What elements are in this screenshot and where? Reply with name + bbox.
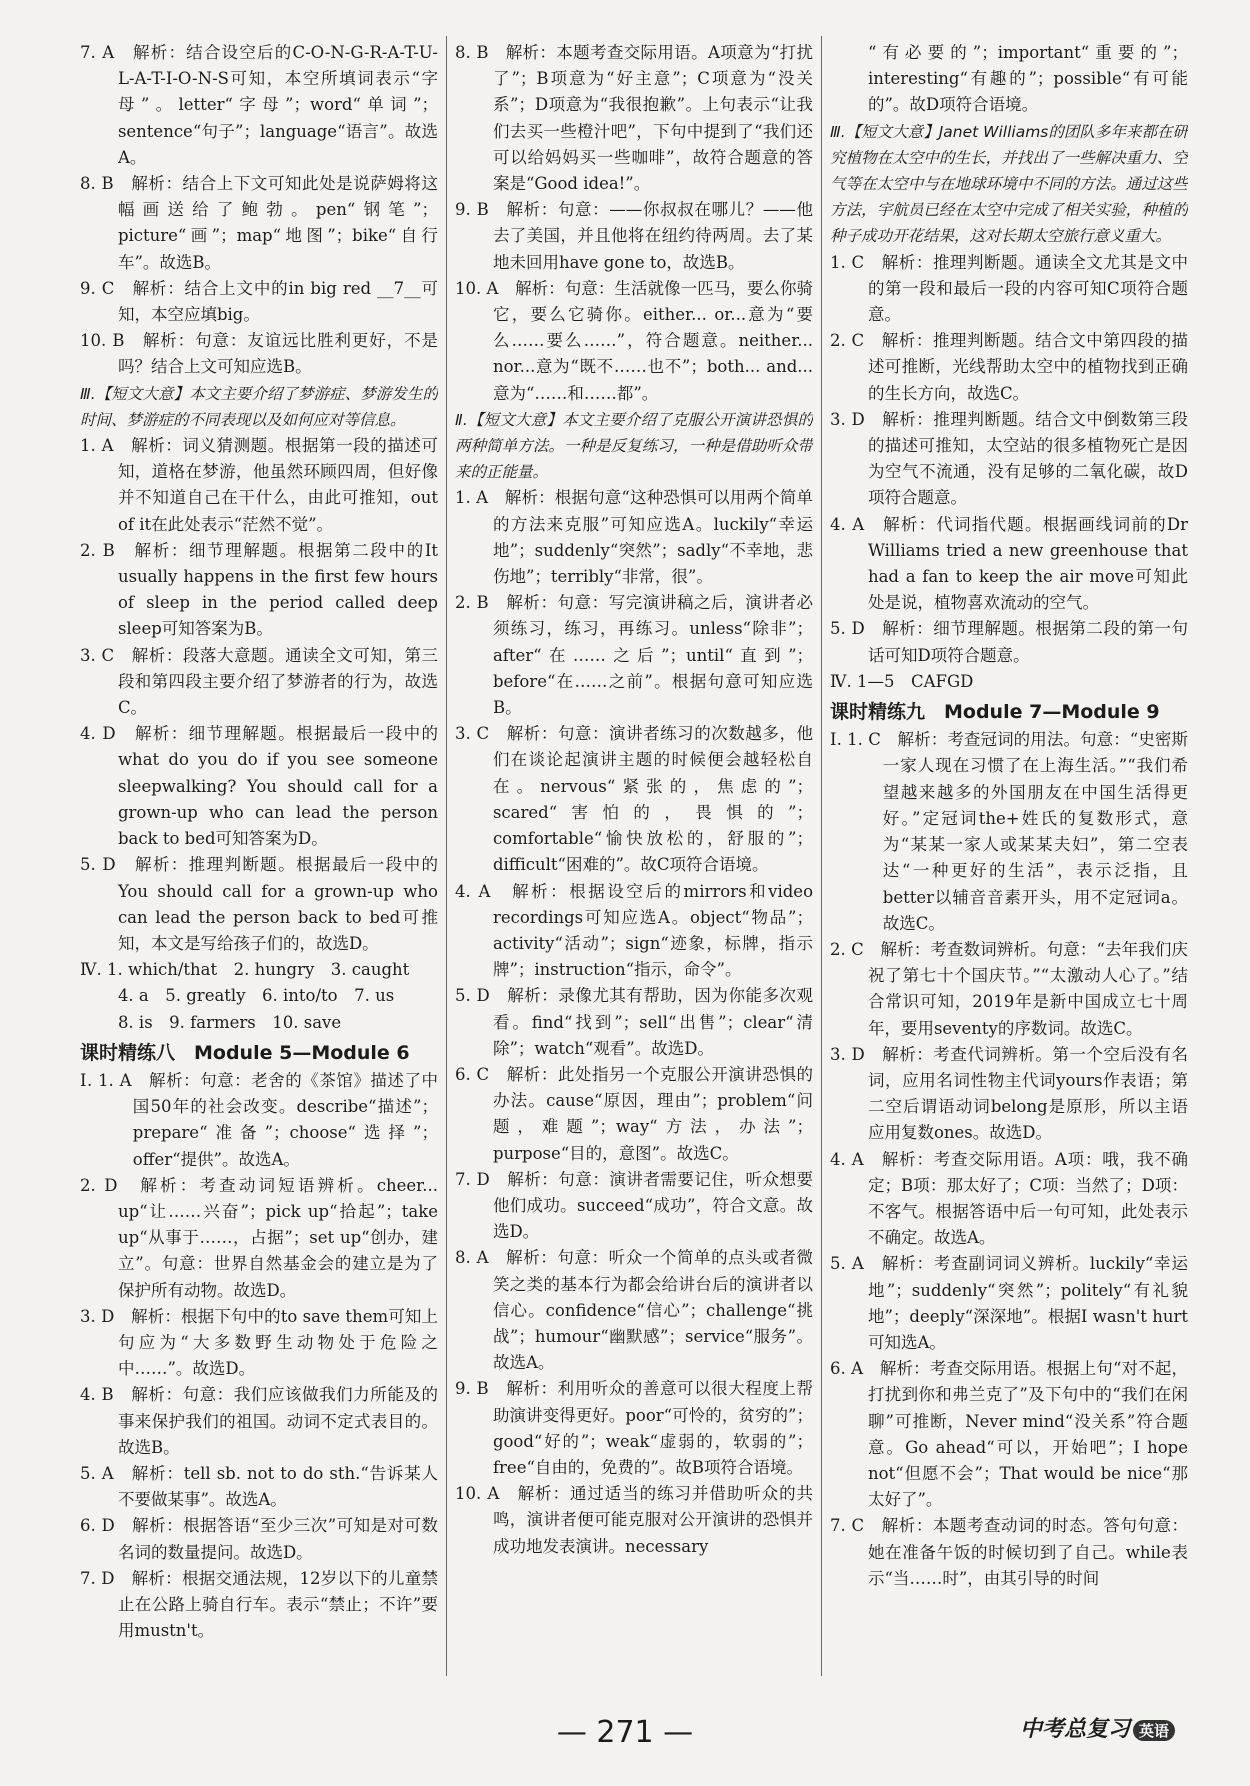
passage-summary: Ⅲ.【短文大意】Janet Williams的团队多年来都在研究植物在太空中的生长，并找出了一些解决重力、空气等在太空中与在地球环境中不同的方法。通过这些方法，宇航员已经在太空中完成了相关实验，种植的种子成功开花结果，这对长期太空旅行意义重大。 xyxy=(830,122,1188,246)
answer-item: 9. B 解析：利用听众的善意可以很大程度上帮助演讲变得更好。poor“可怜的，贫穷的”；good“好的”；weak“虚弱的，软弱的”；free“自由的，免费的”。故B项符合语境。 xyxy=(455,1379,813,1477)
answer-continuation: “有必要的”；important“重要的”；interesting“有趣的”；possible“有可能的”。故D项符合语境。 xyxy=(867,43,1188,115)
answer-item: 7. D 解析：根据交通法规，12岁以下的儿童禁止在公路上骑自行车。表示“禁止；不许”要用mustn't。 xyxy=(80,1568,438,1641)
answer-item: 8. B 解析：结合上下文可知此处是说萨姆将这幅画送给了鲍勃。pen“钢笔”；picture“画”；map“地图”；bike“自行车”。故选B。 xyxy=(80,174,438,272)
answer-item: 3. D 解析：推理判断题。结合文中倒数第三段的描述可推知，太空站的很多植物死亡是因为空气不流通，没有足够的二氧化碳，故D项符合题意。 xyxy=(830,409,1188,508)
answer-item: 6. C 解析：此处指另一个克服公开演讲恐惧的办法。cause“原因，理由”；problem“问题，难题”；way“方法，办法”；purpose“目的，意图”。故选C。 xyxy=(455,1064,813,1163)
column-divider xyxy=(821,36,822,1676)
passage-summary: Ⅱ.【短文大意】本文主要介绍了克服公开演讲恐惧的两种简单方法。一种是反复练习，一种是借助听众带来的正能量。 xyxy=(455,410,813,482)
answer-item: 5. A 解析：tell sb. not to do sth.“告诉某人不要做某事”。故选A。 xyxy=(80,1463,438,1510)
answer-item: 1. A 解析：词义猜测题。根据第一段的描述可知，道格在梦游，他虽然环顾四周，但好像并不知道自己在干什么，由此可推知，out of it在此处表示“茫然不觉”。 xyxy=(80,436,438,534)
answer-item: 4. B 解析：句意：我们应该做我们力所能及的事来保护我们的祖国。动词不定式表目的。故选B。 xyxy=(80,1385,438,1457)
answer-line: Ⅳ. 1. which/that 2. hungry 3. caught xyxy=(80,960,410,980)
answer-item: Ⅰ. 1. C 解析：考查冠词的用法。句意：“史密斯一家人现在习惯了在上海生活。”“我们希望越来越多的外国朋友在中国生活得更好。”定冠词the+姓氏的复数形式，意为“某某一家人或某某夫妇”，第二空表达“一种更好的生活”，表示泛指，且better以辅音音素开头，用不定冠词a。故选C。 xyxy=(830,730,1188,933)
answer-item: 8. A 解析：句意：听众一个简单的点头或者微笑之类的基本行为都会给讲台后的演讲者以信心。confidence“信心”；challenge“挑战”；humour“幽默感”；service“服务”。故选A。 xyxy=(455,1248,813,1373)
answer-item: Ⅰ. 1. A 解析：句意：老舍的《茶馆》描述了中国50年的社会改变。describe“描述”；prepare“准备”；choose“选择”；offer“提供”。故选A。 xyxy=(80,1070,438,1169)
answer-item: 4. A 解析：根据设空后的mirrors和video recordings可知应选A。object“物品”；activity“活动”；sign“迹象，标牌，指示牌”；instruction“指示，命令”。 xyxy=(455,881,813,980)
answer-item: 5. D 解析：录像尤其有帮助，因为你能多次观看。find“找到”；sell“出售”；clear“清除”；watch“观看”。故选D。 xyxy=(455,986,813,1058)
answer-item: 1. C 解析：推理判断题。通读全文尤其是文中的第一段和最后一段的内容可知C项符合题意。 xyxy=(830,252,1188,325)
brand-name: 中考总复习 xyxy=(1020,1717,1131,1742)
answer-item: 9. B 解析：句意：——你叔叔在哪儿？——他去了美国，并且他将在纽约待两周。去了某地未回用have gone to，故选B。 xyxy=(455,200,813,272)
brand-logo xyxy=(1020,1712,1175,1743)
column-right xyxy=(830,40,1188,1670)
answer-item: 7. A 解析：结合设空后的C-O-N-G-R-A-T-U-L-A-T-I-O-N-S可知，本空所填词表示“字母”。letter“字母”；word“单词”；sentence“句子”；language“语言”。故选A。 xyxy=(80,43,438,167)
answer-item: 10. A 解析：句意：生活就像一匹马，要么你骑它，要么它骑你。either... or...意为“要么……要么……”，符合题意。neither... nor...意为“既不……也不”；both... and...意为“……和……都”。 xyxy=(455,278,813,403)
answer-item: 4. A 解析：代词指代题。根据画线词前的Dr Williams tried a new greenhouse that had a fan to keep the air move可知此处是说，植物喜欢流动的空气。 xyxy=(830,514,1188,613)
column-middle xyxy=(455,40,813,1670)
column-divider xyxy=(446,36,447,1676)
passage-summary: Ⅲ.【短文大意】本文主要介绍了梦游症、梦游发生的时间、梦游症的不同表现以及如何应对等信息。 xyxy=(80,384,438,429)
answer-item: 5. D 解析：推理判断题。根据最后一段中的You should call for a grown-up who can lead the person back to bed可推知，本文是写给孩子们的，故选D。 xyxy=(80,855,438,953)
answer-item: 7. C 解析：本题考查动词的时态。答句句意：她在准备午饭的时候切到了自己。while表示“当……时”，由其引导的时间 xyxy=(830,1516,1188,1588)
answer-item: 3. D 解析：考查代词辨析。第一个空后没有名词，应用名词性物主代词yours作表语；第二空后谓语动词belong是原形，所以主语应用复数ones。故选D。 xyxy=(830,1044,1188,1143)
answer-item: 2. B 解析：细节理解题。根据第二段中的It usually happens in the first few hours of sleep in the period called deep sleep可知答案为B。 xyxy=(80,540,438,639)
answer-line: 4. a 5. greatly 6. into/to 7. us xyxy=(117,986,395,1006)
answer-item: 6. A 解析：考查交际用语。根据上句“对不起，打扰到你和弗兰克了”及下句中的“我们在闲聊”可推断，Never mind“没关系”符合题意。Go ahead“可以，开始吧”；I hope not“但愿不会”；That would be nice“那太好了”。 xyxy=(830,1359,1188,1510)
answer-item: 9. C 解析：结合上文中的in big red __7__可知，本空应填big。 xyxy=(80,278,438,325)
answer-item: 3. C 解析：句意：演讲者练习的次数越多，他们在谈论起演讲主题的时候便会越轻松自在。nervous“紧张的，焦虑的”；scared“害怕的，畏惧的”；comfortable“愉快放松的，舒服的”；difficult“困难的”。故C项符合语境。 xyxy=(455,724,813,875)
answer-item: 5. A 解析：考查副词词义辨析。luckily“幸运地”；suddenly“突然”；politely“有礼貌地”；deeply“深深地”。根据I wasn't hurt可知选A。 xyxy=(830,1254,1188,1352)
answer-item: 5. D 解析：细节理解题。根据第二段的第一句话可知D项符合题意。 xyxy=(830,619,1188,665)
page-number: — 271 — xyxy=(556,1715,694,1750)
subject-badge: 英语 xyxy=(1133,1720,1175,1741)
answer-line: Ⅳ. 1—5 CAFGD xyxy=(830,671,974,691)
answer-line: 8. is 9. farmers 10. save xyxy=(117,1012,342,1032)
answer-item: 4. D 解析：细节理解题。根据最后一段中的what do you do if you see someone sleepwalking? You should call for a grown-up who can lead the person back to bed可知答案为D。 xyxy=(80,724,438,849)
answer-item: 8. B 解析：本题考查交际用语。A项意为“打扰了”；B项意为“好主意”；C项意为“没关系”；D项意为“我很抱歉”。上句表示“让我们去买一些橙汁吧”，下句中提到了“我们还可以给妈妈买一些咖啡”，故符合题意的答案是“Good idea!”。 xyxy=(455,43,813,194)
answer-item: 6. D 解析：根据答语“至少三次”可知是对可数名词的数量提问。故选D。 xyxy=(80,1516,438,1562)
answer-item: 2. D 解析：考查动词短语辨析。cheer... up“让……兴奋”；pick up“拾起”；take up“从事于……，占据”；set up“创办，建立”。句意：世界自然基金会的建立是为了保护所有动物。故选D。 xyxy=(80,1175,438,1300)
answer-item: 2. C 解析：考查数词辨析。句意：“去年我们庆祝了第七十个国庆节。”“太激动人心了。”结合常识可知，2019年是新中国成立七十周年，要用seventy的序数词。故选C。 xyxy=(830,939,1188,1038)
section-heading: 课时精练八 Module 5—Module 6 xyxy=(80,1041,410,1064)
answer-item: 3. C 解析：段落大意题。通读全文可知，第三段和第四段主要介绍了梦游者的行为，故选C。 xyxy=(80,645,438,718)
answer-item: 4. A 解析：考查交际用语。A项：哦，我不确定；B项：那太好了；C项：当然了；D项：不客气。根据答语中后一句可知，此处表示不确定。故选A。 xyxy=(830,1149,1188,1248)
answer-item: 2. C 解析：推理判断题。结合文中第四段的描述可推断，光线帮助太空中的植物找到正确的生长方向，故选C。 xyxy=(830,331,1188,403)
answer-item: 10. A 解析：通过适当的练习并借助听众的共鸣，演讲者便可能克服对公开演讲的恐惧并成功地发表演讲。necessary xyxy=(455,1484,813,1556)
answer-item: 2. B 解析：句意：写完演讲稿之后，演讲者必须练习，练习，再练习。unless“除非”；after“在……之后”；until“直到”；before“在……之前”。根据句意可知应选B。 xyxy=(455,593,813,718)
column-left xyxy=(80,40,438,1670)
answer-item: 3. D 解析：根据下句中的to save them可知上句应为“大多数野生动物处于危险之中……”。故选D。 xyxy=(80,1306,438,1379)
answer-item: 1. A 解析：根据句意“这种恐惧可以用两个简单的方法来克服”可知应选A。luckily“幸运地”；suddenly“突然”；sadly“不幸地，悲伤地”；terribly“非常，很”。 xyxy=(455,488,813,587)
answer-item: 7. D 解析：句意：演讲者需要记住，听众想要他们成功。succeed“成功”，符合文意。故选D。 xyxy=(455,1169,813,1242)
section-heading: 课时精练九 Module 7—Module 9 xyxy=(830,701,1160,724)
answer-item: 10. B 解析：句意：友谊远比胜利更好，不是吗？结合上文可知应选B。 xyxy=(80,331,438,377)
